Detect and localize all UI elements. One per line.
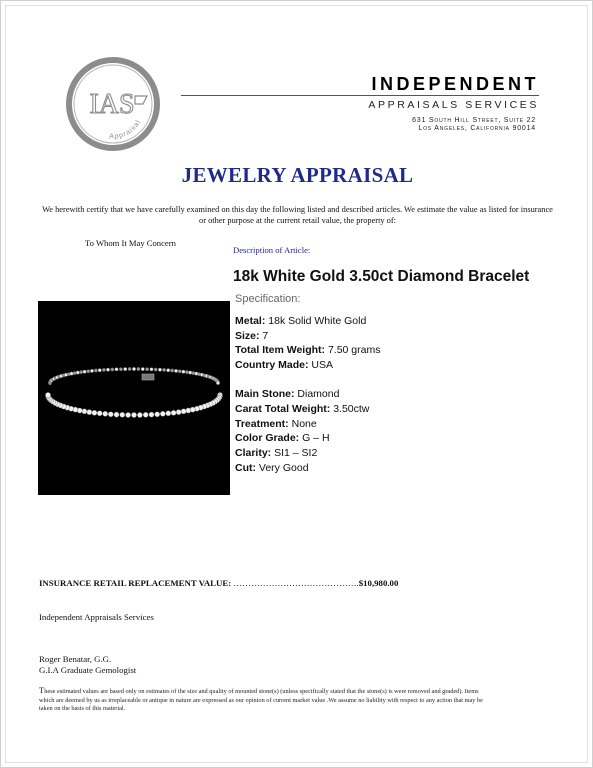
diamond-stone [73, 371, 76, 374]
spec-country-value: USA [308, 359, 334, 372]
diamond-stone [167, 369, 170, 372]
insurance-label: INSURANCE RETAIL REPLACEMENT VALUE: [39, 578, 232, 588]
spec-main-stone-value: Diamond [294, 388, 340, 401]
spec-size [235, 329, 380, 344]
diamond-stone [166, 411, 171, 416]
diamond-stone [185, 370, 188, 373]
spec-cut-value: Very Good [256, 461, 309, 474]
diamond-stone [171, 410, 176, 415]
spec-carat [235, 402, 380, 417]
spec-treatment-value: None [288, 417, 317, 430]
spec-main-stone [235, 387, 380, 402]
spec-cut [235, 461, 380, 476]
diamond-stone [160, 411, 165, 416]
diamond-stone [124, 367, 127, 370]
spec-size-label: Size: [235, 329, 260, 342]
diamond-stone [143, 412, 148, 417]
spec-country [235, 358, 380, 373]
diamond-stone [119, 368, 122, 371]
diamond-stone [90, 369, 93, 372]
specification-label: Specification: [235, 293, 301, 305]
spec-treatment [235, 417, 380, 432]
ias-logo-emblem [65, 56, 161, 152]
header-divider [181, 95, 539, 96]
diamond-stone [76, 371, 79, 374]
spec-spacer [235, 373, 380, 388]
company-subtitle: APPRAISALS SERVICES [368, 99, 539, 111]
spec-treatment-label: Treatment: [235, 417, 289, 430]
diamond-stone [120, 412, 125, 417]
diamond-stone [176, 410, 181, 415]
property-owner: To Whom It May Concern [85, 238, 176, 248]
logo-letters: IAS [89, 89, 135, 120]
diamond-stone [102, 368, 105, 371]
diamond-stone [131, 412, 136, 417]
spec-metal-value: 18k Solid White Gold [265, 315, 367, 327]
disclaimer-text: hese estimated values are based only on estimates of the size and quality of mounted stone(s) (unless specifically stated that the stone(s) is were removed and graded). Items which are deemed by us as irreplaceable or antique in nature are expressed as our opinion of current market value .We assume no liability with respect to any action that may be taken on the basis of this material. [39, 688, 483, 712]
address-line-2: Los Angeles, California 90014 [418, 125, 536, 132]
spec-weight-label: Total Item Weight: [235, 344, 326, 357]
spec-clarity-label: Clarity: [235, 447, 272, 460]
ias-logo [65, 56, 161, 152]
diamond-stone [170, 369, 173, 372]
spec-color-grade-label: Color Grade: [235, 432, 300, 445]
article-title: 18k White Gold 3.50ct Diamond Bracelet [233, 268, 530, 285]
diamond-stone [114, 412, 119, 417]
spec-carat-label: Carat Total Weight: [235, 403, 331, 416]
signer-title: G.I.A Graduate Gemologist [39, 665, 137, 675]
disclaimer-initial: T [39, 685, 45, 695]
spec-clarity-value: SI1 – SI2 [271, 447, 318, 460]
spec-clarity [235, 446, 380, 461]
spec-cut-label: Cut: [235, 461, 256, 474]
diamond-stone [126, 412, 131, 417]
diamond-stone [111, 368, 114, 371]
spec-weight [235, 343, 380, 358]
diamond-stone [92, 410, 97, 415]
diamond-stone [87, 410, 92, 415]
diamond-stone [154, 368, 157, 371]
diamond-stone [186, 408, 191, 413]
diamond-stone [103, 411, 108, 416]
company-name: INDEPENDENT [371, 74, 539, 94]
diamond-stone [216, 381, 219, 384]
diamond-stone [97, 411, 102, 416]
footer-company: Independent Appraisals Services [39, 612, 154, 622]
diamond-stone [158, 368, 161, 371]
diamond-stone [189, 371, 192, 374]
logo-ring-text: Appraisal [109, 118, 143, 141]
diamond-stone [182, 370, 185, 373]
diamond-stone [162, 368, 165, 371]
document-title: JEWELRY APPRAISAL [181, 163, 414, 187]
diamond-stone [128, 367, 131, 370]
spec-main-stone-label: Main Stone: [235, 388, 295, 401]
insurance-leader-dots: ……………………………………. [231, 578, 359, 588]
diamond-stone [137, 412, 142, 417]
bracelet-photo [38, 301, 230, 495]
diamond-stone [149, 412, 154, 417]
certification-statement: We herewith certify that we have carefully examined on this day the following listed and described articles. We estimate the value as listed for insurance or other purpose at the current retail value, the property of: [42, 205, 553, 225]
diamond-stone [79, 370, 82, 373]
diamond-stone [108, 412, 113, 417]
diamond-stone [45, 392, 50, 397]
diamond-stone [150, 368, 153, 371]
spec-metal [235, 314, 380, 329]
spec-carat-value: 3.50ctw [330, 403, 370, 416]
bracelet-clasp [142, 374, 154, 380]
diamond-stone [137, 367, 140, 370]
diamond-stone [141, 367, 144, 370]
disclaimer [39, 686, 491, 714]
spec-size-value: 7 [259, 329, 269, 342]
diamond-stone [83, 370, 86, 373]
diamond-stone [132, 367, 135, 370]
address-line-1: 631 South Hill Street, Suite 22 [412, 117, 536, 124]
diamond-stone [145, 368, 148, 371]
diamond-stone [178, 370, 181, 373]
diamond-stone [155, 412, 160, 417]
diamond-stone [82, 409, 87, 414]
diamond-stone [106, 368, 109, 371]
insurance-value-line [39, 578, 398, 588]
diamond-stone [181, 409, 186, 414]
spec-weight-value: 7.50 grams [325, 344, 381, 357]
insurance-value: $10,980.00 [358, 578, 399, 588]
description-label: Description of Article: [233, 245, 311, 255]
bracelet-image [38, 301, 230, 495]
spec-color-grade [235, 431, 380, 446]
spec-metal-label: Metal: [235, 315, 266, 327]
spec-country-label: Country Made: [235, 359, 309, 372]
diamond-stone [94, 369, 97, 372]
spec-color-grade-value: G – H [299, 432, 330, 445]
diamond-stone [174, 369, 177, 372]
specification-list [235, 314, 380, 475]
diamond-stone [98, 369, 101, 372]
diamond-stone [115, 368, 118, 371]
signer-name: Roger Benatar, G.G. [39, 654, 112, 664]
diamond-stone [87, 370, 90, 373]
